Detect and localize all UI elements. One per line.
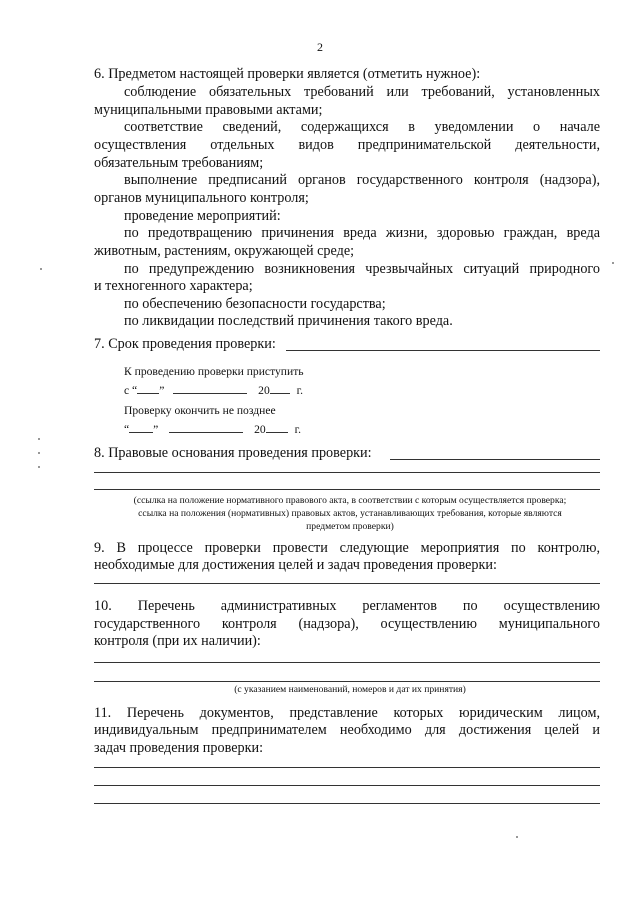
scan-speck [40,268,42,270]
section-6-item-2-line-1: соответствие сведений, содержащихся в уведомлении о начале [124,119,600,135]
page-number: 2 [317,40,323,54]
end-day-field[interactable] [129,420,153,433]
section-10-line-1: 10. Перечень административных регламентов по осуществлению [94,598,600,614]
section-8-footnote [80,494,620,533]
end-year-suffix: г. [294,423,301,436]
section-6-item-3-line-1: выполнение предписаний органов государственного контроля (надзора), [124,172,600,188]
section-8-footnote-line-2: ссылка на положения (нормативных) правовых актов, устанавливающих требования, которые являются [138,508,562,519]
section-11-fill-line-3[interactable] [94,803,600,804]
section-8-heading: 8. Правовые основания проведения проверки: [94,445,372,461]
start-month-field[interactable] [173,381,247,394]
section-7-heading: 7. Срок проведения проверки: [94,336,276,352]
section-8-footnote-line-1: (ссылка на положение нормативного правового акта, в соответствии с которым осуществляется проверка; [133,495,567,506]
scan-speck [38,438,40,440]
start-year-prefix: 20 [258,384,270,397]
section-6-item-2-line-2: осуществления отдельных видов предпринимательской деятельности, [94,137,600,153]
section-11-line-3: задач проведения проверки: [94,740,264,756]
section-10-fill-line-2[interactable] [94,681,600,682]
section-6-item-2-line-3: обязательным требованиям; [94,155,264,171]
section-11-line-2: индивидуальным предпринимателем необходимо для достижения целей и [94,722,600,738]
section-6-item-5-line-1: по предотвращению причинения вреда жизни, здоровью граждан, вреда [124,225,600,241]
section-11-fill-line-1[interactable] [94,767,600,768]
end-date-close-quote: ” [153,423,159,436]
end-date-label: Проверку окончить не позднее [124,404,276,417]
section-8-fill-line-1[interactable] [94,472,600,473]
section-6-item-1-line-2: муниципальными правовыми актами; [94,102,323,118]
scan-speck [516,836,518,838]
start-date-label: К проведению проверки приступить [124,365,304,378]
section-8-footnote-line-3: предметом проверки) [306,521,394,532]
section-6-item-6-line-2: и техногенного характера; [94,278,253,294]
section-9-line-2: необходимые для достижения целей и задач проведения проверки: [94,557,497,573]
section-6-heading: 6. Предметом настоящей проверки является (отметить нужное): [94,66,481,82]
section-9-fill-line[interactable] [94,583,600,584]
section-7-heading-fill-line [286,350,600,351]
section-8-fill-line-2[interactable] [94,489,600,490]
section-8-heading-fill-line[interactable] [390,459,600,460]
end-date-open-quote: “ [124,423,130,436]
start-year-field[interactable] [270,381,290,394]
section-6-item-6-line-1: по предупреждению возникновения чрезвычайных ситуаций природного [124,261,600,277]
end-month-field[interactable] [169,420,243,433]
scan-speck [612,262,614,264]
scan-speck [38,452,40,454]
section-10-line-2: государственного контроля (надзора), осуществлению муниципального [94,616,600,632]
section-6-item-5-line-2: животным, растениям, окружающей среде; [94,243,355,259]
section-10-line-3: контроля (при их наличии): [94,633,261,649]
start-year-suffix: г. [296,384,304,397]
start-day-field[interactable] [137,381,159,394]
section-10-fill-line-1[interactable] [94,662,600,663]
section-6-item-1-line-1: соблюдение обязательных требований или требований, установленных [124,84,600,100]
start-date-row [124,381,303,398]
start-date-close-quote: ” [159,384,165,397]
end-date-row [124,420,301,437]
scan-speck [38,466,40,468]
section-6-item-8: по ликвидации последствий причинения такого вреда. [124,313,453,329]
section-6-item-4: проведение мероприятий: [124,208,281,224]
section-6-item-3-line-2: органов муниципального контроля; [94,190,309,206]
end-year-prefix: 20 [254,423,266,436]
section-10-footnote: (с указанием наименований, номеров и дат их принятия) [234,684,466,695]
start-date-open-quote: с “ [124,384,138,397]
section-6-item-7: по обеспечению безопасности государства; [124,296,386,312]
end-year-field[interactable] [266,420,288,433]
section-9-line-1: 9. В процессе проверки провести следующие мероприятия по контролю, [94,540,600,556]
section-11-line-1: 11. Перечень документов, представление которых юридическим лицом, [94,705,600,721]
section-11-fill-line-2[interactable] [94,785,600,786]
